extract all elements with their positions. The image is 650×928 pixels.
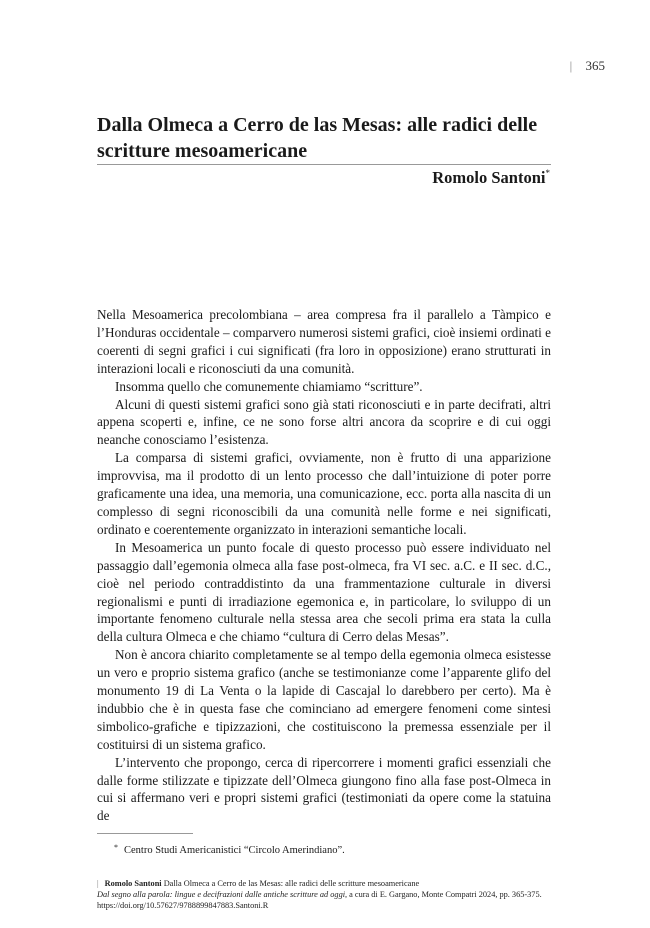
paragraph: Nella Mesoamerica precolombiana – area compresa fra il parallelo a Tàmpico e l’Honduras occidentale – comparvero numerosi sistemi grafici, cioè insiemi ordinati e coerenti di segni grafici i cui significati (fra loro in opposizione) erano strutturati in interazioni locali e riconosciuti da una comunità. (97, 307, 551, 376)
title-divider (97, 164, 551, 165)
paragraph: Insomma quello che comunemente chiamiamo “scritture”. (115, 378, 423, 394)
citation-divider: | (97, 879, 99, 888)
citation-book: Dal segno alla parola: lingue e decifrazioni dalle antiche scritture ad oggi (97, 890, 346, 899)
paragraph: In Mesoamerica un punto focale di questo processo può essere individuato nel passaggio dall’egemonia olmeca alla fase post-olmeca, fra VI sec. a.C. e II sec. d.C., cioè nel periodo contraddistinto da una frammentazione culturale in diversi regionalismi e punti di irradiazione egemonica e, in particolare, lo sviluppo di un importante fenomeno culturale nella stessa area che secoli prima era stata la culla della cultura Olmeca e che chiamo “cultura di Cerro delas Mesas”. (97, 539, 551, 645)
citation-author: Romolo Santoni (104, 879, 162, 888)
paragraph: Non è ancora chiarito completamente se al tempo della egemonia olmeca esistesse un vero e proprio sistema grafico (anche se testimonianze come l’apparente glifo del monumento 19 di La Venta o la lapide di Cascajal lo darebbero per certo). Ma è indubbio che è in questa fase che cominciano ad emergere fenomeni come sintesi simbolico-grafiche e tipizzazioni, che costituiscono la premessa essenziale per il costituirsi di un sistema grafico. (97, 647, 551, 752)
footnote-divider (97, 833, 193, 834)
citation-doi[interactable]: https://doi.org/10.57627/9788899847883.Santoni.R (97, 901, 269, 910)
page-number-divider: | (569, 58, 573, 73)
article-author (432, 168, 550, 188)
paragraph: L’intervento che propongo, cerca di ripercorrere i momenti grafici essenziali che dalle forme stilizzate e tipizzate dell’Olmeca giungono fino alla fase post-Olmeca in cui si affermano veri e propri sistemi grafici (testimoniati da opere come la statuina de (97, 754, 551, 824)
article-body (97, 306, 551, 825)
page-number (570, 58, 605, 74)
paragraph: Alcuni di questi sistemi grafici sono già stati riconosciuti e in parte decifrati, altri appena scoperti e, infine, ce ne sono forse altri ancora da scoprire e di cui oggi neanche conosciamo l’esistenza. (97, 396, 551, 448)
footnote (114, 843, 345, 856)
citation-details: , a cura di E. Gargano, Monte Compatri 2024, pp. 365-375. (345, 890, 542, 899)
page-number-value: 365 (585, 58, 605, 73)
article-title: Dalla Olmeca a Cerro de las Mesas: alle radici delle scritture mesoamericane (97, 114, 538, 162)
author-name: Romolo Santoni (432, 168, 546, 187)
paragraph: La comparsa di sistemi grafici, ovviamente, non è frutto di una apparizione improvvisa, ma il prodotto di un lento processo che dall’intuizione di poter porre graficamente una idea, una memoria, una comunicazione, ecc. porta alla nascita di un complesso di segni riconoscibili da una comunità nelle forme e nei significati, ordinato e coerentemente organizzato in interazioni semantiche locali. (97, 450, 551, 537)
footnote-mark: * (114, 843, 118, 852)
citation (97, 878, 557, 911)
citation-title: Dalla Olmeca a Cerro de las Mesas: alle radici delle scritture mesoamericane (163, 879, 420, 888)
footnote-text: Centro Studi Americanistici “Circolo Amerindiano”. (124, 845, 345, 856)
author-footnote-mark: * (545, 168, 550, 178)
